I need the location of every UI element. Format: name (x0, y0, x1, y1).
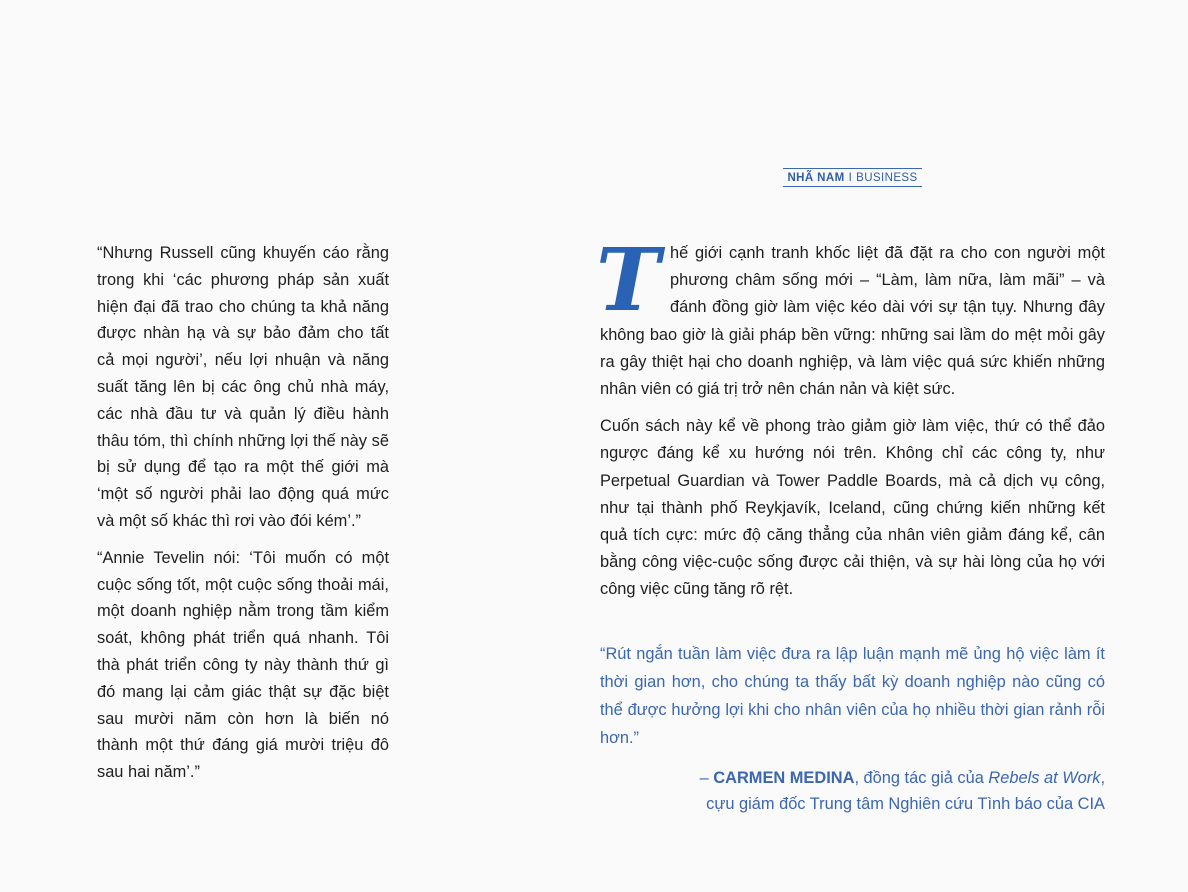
brand-separator: I (848, 172, 853, 184)
brand-name: NHÃ NAM (787, 172, 845, 184)
left-column (97, 240, 389, 796)
publisher-brand (783, 168, 922, 187)
author-role-suffix: , (1100, 769, 1105, 787)
drop-cap: T (596, 230, 660, 331)
author-name: CARMEN MEDINA (713, 769, 855, 787)
attribution-line-1 (700, 765, 1105, 791)
left-paragraph-1: “Nhưng Russell cũng khuyến cáo rằng trong khi ‘các phương pháp sản xuất hiện đại đã trao cho chúng ta khả năng được nhàn hạ và sự bảo đảm cho tất cả mọi người’, nếu lợi nhuận và năng suất tăng lên bị các ông chủ nhà máy, các nhà đầu tư và quản lý điều hành thâu tóm, thì chính những lợi thế này sẽ bị sử dụng để tạo ra một thế giới mà ‘một số người phải lao động quá mức và một số khác thì rơi vào đói kém’.” (97, 244, 389, 530)
author-role-prefix: , đồng tác giả của (854, 769, 989, 787)
pull-quote (600, 640, 1105, 752)
brand-section: BUSINESS (856, 172, 918, 184)
pull-quote-text: “Rút ngắn tuần làm việc đưa ra lập luận mạnh mẽ ủng hộ việc làm ít thời gian hơn, cho chúng ta thấy bất kỳ doanh nghiệp nào cũng có thể được hưởng lợi khi cho nhân viên của họ nhiều thời gian rảnh rỗi hơn.” (600, 645, 1105, 747)
right-paragraph-2: Cuốn sách này kể về phong trào giảm giờ làm việc, thứ có thể đảo ngược đáng kể xu hướng nói trên. Không chỉ các công ty, như Perpetual Guardian và Tower Paddle Boards, mà cả dịch vụ công, như tại thành phố Reykjavík, Iceland, cũng chứng kiến những kết quả tích cực: mức độ căng thẳng của nhân viên giảm đáng kể, cân bằng công việc-cuộc sống được cải thiện, và sự hài lòng của họ với công việc cũng tăng rõ rệt. (600, 417, 1105, 599)
book-title: Rebels at Work (988, 769, 1101, 787)
right-column (596, 230, 1105, 614)
attribution-line-2: cựu giám đốc Trung tâm Nghiên cứu Tình báo của CIA (706, 795, 1105, 813)
right-paragraph-1 (596, 230, 1105, 403)
quote-attribution (700, 765, 1105, 817)
attribution-dash: – (699, 769, 714, 787)
right-paragraph-1-text: hế giới cạnh tranh khốc liệt đã đặt ra cho con người một phương châm sống mới – “Làm, làm nữa, làm mãi” – và đánh đồng giờ làm việc kéo dài với sự tận tụy. Nhưng đây không bao giờ là giải pháp bền vững: những sai lầm do mệt mỏi gây ra gây thiệt hại cho doanh nghiệp, và làm việc quá sức khiến những nhân viên có giá trị trở nên chán nản và kiệt sức. (600, 244, 1105, 399)
left-paragraph-2: “Annie Tevelin nói: ‘Tôi muốn có một cuộc sống tốt, một cuộc sống thoải mái, một doanh nghiệp nằm trong tầm kiểm soát, không phát triển quá nhanh. Tôi thà phát triển công ty này thành thứ gì đó mang lại cảm giác thật sự đặc biệt sau mười năm còn hơn là biến nó thành một thứ đáng giá mười triệu đô sau hai năm’.” (97, 548, 389, 782)
